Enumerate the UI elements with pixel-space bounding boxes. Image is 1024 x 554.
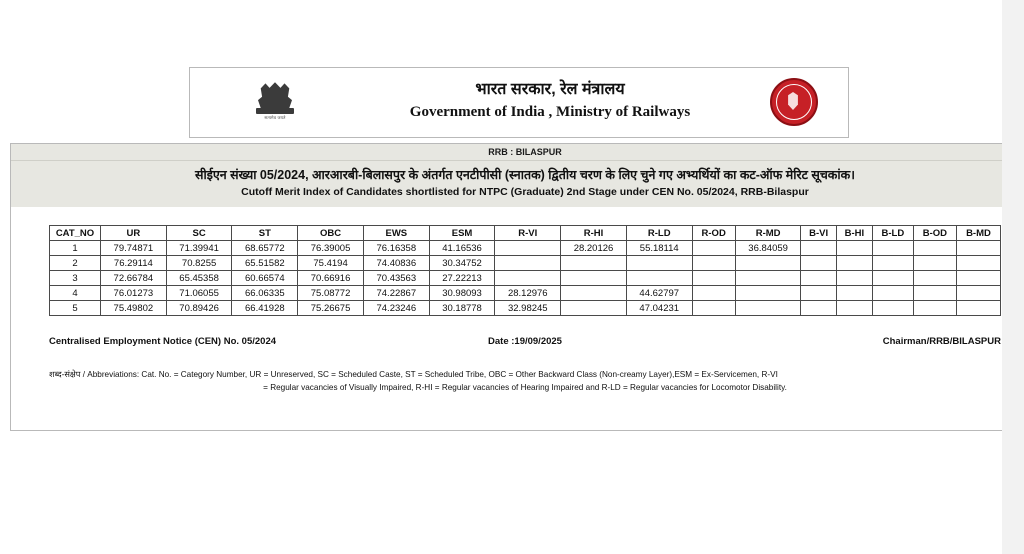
table-header-row xyxy=(50,226,1001,241)
column-header: B-OD xyxy=(913,226,956,241)
cell-r-vi xyxy=(495,271,561,286)
cell-r-hi: 28.20126 xyxy=(561,241,627,256)
cell-r-ld xyxy=(626,256,692,271)
cell-r-ld: 47.04231 xyxy=(626,301,692,316)
emblem-motto-text: सत्यमेव जयते xyxy=(264,115,286,120)
cell-b-ld xyxy=(872,286,913,301)
cutoff-merit-table xyxy=(49,225,1001,316)
cell-esm: 27.22213 xyxy=(429,271,495,286)
merit-table-wrapper xyxy=(11,207,1024,316)
cell-r-md xyxy=(735,286,801,301)
cell-st: 65.51582 xyxy=(232,256,298,271)
cell-b-ld xyxy=(872,241,913,256)
cell-r-hi xyxy=(561,301,627,316)
cell-r-od xyxy=(692,271,735,286)
column-header: SC xyxy=(166,226,232,241)
cell-r-md: 36.84059 xyxy=(735,241,801,256)
cell-ur: 75.49802 xyxy=(101,301,167,316)
column-header: B-MD xyxy=(956,226,1000,241)
cell-cat-no: 2 xyxy=(50,256,101,271)
cell-ur: 79.74871 xyxy=(101,241,167,256)
table-row xyxy=(50,241,1001,256)
cell-b-md xyxy=(956,241,1000,256)
cell-ur: 76.01273 xyxy=(101,286,167,301)
column-header: B-LD xyxy=(872,226,913,241)
column-header: R-MD xyxy=(735,226,801,241)
notice-title-english: Cutoff Merit Index of Candidates shortlisted for NTPC (Graduate) 2nd Stage under CEN No. 05/2024, RRB-Bilaspur xyxy=(241,186,809,198)
column-header: UR xyxy=(101,226,167,241)
cell-cat-no: 5 xyxy=(50,301,101,316)
cell-r-hi xyxy=(561,256,627,271)
cell-obc: 75.08772 xyxy=(298,286,364,301)
cell-obc: 75.4194 xyxy=(298,256,364,271)
cell-sc: 71.06055 xyxy=(166,286,232,301)
cell-sc: 71.39941 xyxy=(166,241,232,256)
cell-r-vi: 28.12976 xyxy=(495,286,561,301)
header-titles xyxy=(340,80,760,122)
cell-ews: 76.16358 xyxy=(363,241,429,256)
header-title-english: Government of India , Ministry of Railways xyxy=(409,104,691,120)
cell-b-hi xyxy=(836,301,872,316)
column-header: R-VI xyxy=(495,226,561,241)
cell-obc: 75.26675 xyxy=(298,301,364,316)
cell-ews: 74.40836 xyxy=(363,256,429,271)
cell-cat-no: 4 xyxy=(50,286,101,301)
cell-b-od xyxy=(913,301,956,316)
abbreviations-line-2: = Regular vacancies of Visually Impaired, R-HI = Regular vacancies of Hearing Impaired and R-LD = Regular vacancies for Locomotor Disability. xyxy=(263,383,787,392)
column-header: CAT_NO xyxy=(50,226,101,241)
cell-ews: 74.22867 xyxy=(363,286,429,301)
cell-b-od xyxy=(913,286,956,301)
cell-ews: 74.23246 xyxy=(363,301,429,316)
cell-b-vi xyxy=(801,271,836,286)
cell-b-md xyxy=(956,271,1000,286)
cell-r-vi xyxy=(495,241,561,256)
column-header: ST xyxy=(232,226,298,241)
cell-obc: 70.66916 xyxy=(298,271,364,286)
document-footer xyxy=(49,336,1001,350)
cell-b-od xyxy=(913,271,956,286)
cell-r-ld xyxy=(626,271,692,286)
cell-b-vi xyxy=(801,301,836,316)
column-header: B-HI xyxy=(836,226,872,241)
cell-b-hi xyxy=(836,241,872,256)
cell-b-ld xyxy=(872,256,913,271)
column-header: R-OD xyxy=(692,226,735,241)
cell-r-hi xyxy=(561,286,627,301)
cell-esm: 30.98093 xyxy=(429,286,495,301)
cell-r-ld: 55.18114 xyxy=(626,241,692,256)
cell-b-vi xyxy=(801,241,836,256)
cell-st: 68.65772 xyxy=(232,241,298,256)
abbreviations-line-1: शब्द-संक्षेप / Abbreviations: Cat. No. = Category Number, UR = Unreserved, SC = Scheduled Caste, ST = Scheduled Tribe, OBC = Other Backward Class (Non-creamy Layer),ESM = Ex-Servicemen, R-VI xyxy=(49,370,778,379)
cell-r-od xyxy=(692,301,735,316)
cell-ews: 70.43563 xyxy=(363,271,429,286)
notice-title-hindi: सीईएन संख्या 05/2024, आरआरबी-बिलासपुर के अंतर्गत एनटीपीसी (स्नातक) द्वितीय चरण के लिए चुने गए अभ्यर्थियों का कट-ऑफ मेरिट सूचकांक। xyxy=(195,168,855,182)
cell-b-hi xyxy=(836,271,872,286)
cell-sc: 65.45358 xyxy=(166,271,232,286)
cell-b-ld xyxy=(872,271,913,286)
cell-r-od xyxy=(692,256,735,271)
cell-r-vi: 32.98245 xyxy=(495,301,561,316)
cell-r-od xyxy=(692,241,735,256)
rrb-seal-icon xyxy=(770,78,818,126)
cell-b-ld xyxy=(872,301,913,316)
column-header: R-HI xyxy=(561,226,627,241)
cen-number-text: Centralised Employment Notice (CEN) No. 05/2024 xyxy=(49,336,277,347)
cell-st: 66.06335 xyxy=(232,286,298,301)
notice-title-bar xyxy=(11,161,1024,207)
cell-esm: 30.18778 xyxy=(429,301,495,316)
column-header: OBC xyxy=(298,226,364,241)
table-row xyxy=(50,271,1001,286)
cell-sc: 70.89426 xyxy=(166,301,232,316)
cell-st: 66.41928 xyxy=(232,301,298,316)
cell-esm: 41.16536 xyxy=(429,241,495,256)
table-row xyxy=(50,301,1001,316)
document-header-box xyxy=(189,67,849,138)
page-right-gutter xyxy=(1002,0,1024,554)
cell-r-od xyxy=(692,286,735,301)
table-row xyxy=(50,256,1001,271)
column-header: R-LD xyxy=(626,226,692,241)
cell-b-md xyxy=(956,256,1000,271)
cell-b-vi xyxy=(801,256,836,271)
cell-obc: 76.39005 xyxy=(298,241,364,256)
india-state-emblem-icon xyxy=(245,74,305,134)
cell-b-od xyxy=(913,241,956,256)
column-header: B-VI xyxy=(801,226,836,241)
cell-ur: 76.29114 xyxy=(101,256,167,271)
cell-st: 60.66574 xyxy=(232,271,298,286)
column-header: EWS xyxy=(363,226,429,241)
cell-b-od xyxy=(913,256,956,271)
document-body xyxy=(10,143,1024,431)
cell-sc: 70.8255 xyxy=(166,256,232,271)
cell-cat-no: 3 xyxy=(50,271,101,286)
cell-esm: 30.34752 xyxy=(429,256,495,271)
abbreviations-block xyxy=(49,368,1001,394)
cell-cat-no: 1 xyxy=(50,241,101,256)
cell-r-vi xyxy=(495,256,561,271)
column-header: ESM xyxy=(429,226,495,241)
table-row xyxy=(50,286,1001,301)
cell-b-md xyxy=(956,286,1000,301)
cell-b-vi xyxy=(801,286,836,301)
cell-b-hi xyxy=(836,256,872,271)
cell-r-md xyxy=(735,256,801,271)
chairman-text: Chairman/RRB/BILASPUR xyxy=(882,336,1001,347)
cell-ur: 72.66784 xyxy=(101,271,167,286)
cell-b-hi xyxy=(836,286,872,301)
cell-r-ld: 44.62797 xyxy=(626,286,692,301)
cell-r-md xyxy=(735,271,801,286)
cell-r-hi xyxy=(561,271,627,286)
header-title-hindi: भारत सरकार, रेल मंत्रालय xyxy=(475,81,625,98)
date-text: Date :19/09/2025 xyxy=(488,336,562,347)
cell-b-md xyxy=(956,301,1000,316)
cell-r-md xyxy=(735,301,801,316)
rrb-board-label: RRB : BILASPUR xyxy=(11,144,1024,161)
